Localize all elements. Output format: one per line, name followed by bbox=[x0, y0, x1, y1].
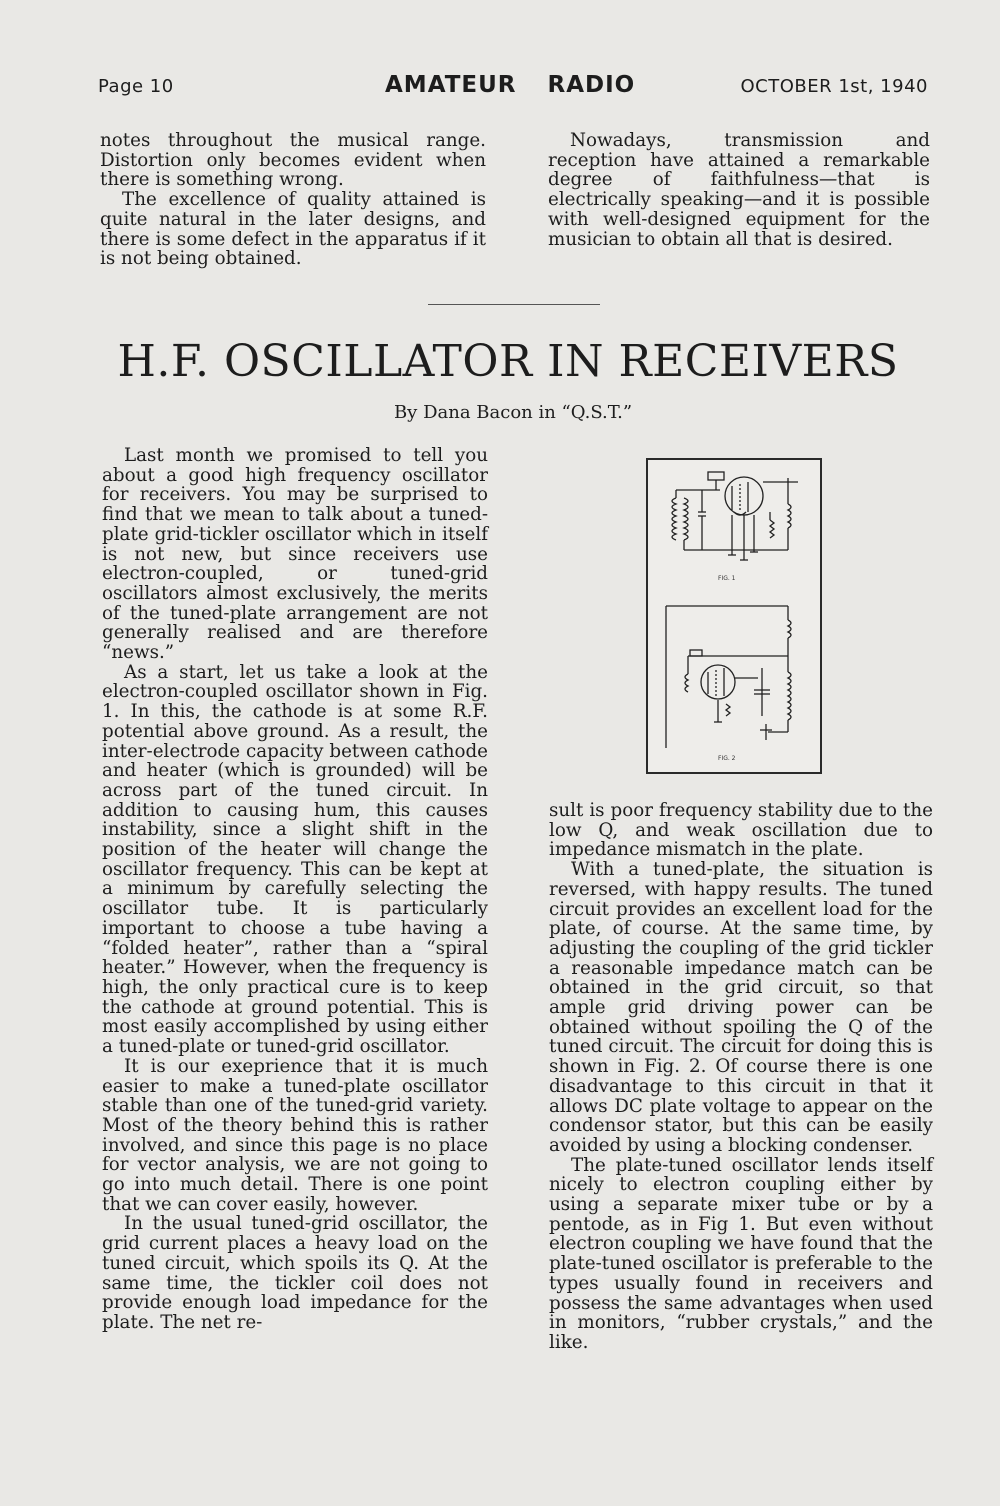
section-divider bbox=[428, 304, 600, 305]
previous-article-right-column bbox=[548, 131, 930, 249]
fig2-caption: FIG. 2 bbox=[718, 755, 736, 762]
paragraph: Nowadays, transmission and reception have attained a remarkable degree of faithfulness—that is electrically speaking—and it is possible with well-designed equipment for the musician to obtain all that is desired. bbox=[548, 130, 930, 250]
paragraph: sult is poor frequency stability due to the low Q, and weak oscillation due to impedance mismatch in the plate. bbox=[549, 800, 933, 861]
fig2-schematic bbox=[666, 606, 791, 748]
article-left-column bbox=[102, 446, 488, 1333]
fig1-caption: FIG. 1 bbox=[718, 575, 736, 582]
circuit-diagram-figure bbox=[646, 458, 822, 774]
previous-article-left-column bbox=[100, 131, 486, 269]
paragraph: notes throughout the musical range. Distortion only becomes evident when there is something wrong. bbox=[100, 130, 486, 191]
issue-date: OCTOBER 1st, 1940 bbox=[740, 76, 928, 97]
page-number: Page 10 bbox=[98, 76, 174, 97]
paragraph: As a start, let us take a look at the electron-coupled oscillator shown in Fig. 1. In this, the cathode is at some R.F. potential above ground. As a result, the inter-electrode capacity between cathode and heater (which is grounded) will be across part of the tuned circuit. In addition to causing hum, this causes instability, since a slight shift in the position of the heater will change the oscillator frequency. This can be kept at a minimum by carefully selecting the oscillator tube. It is particularly important to choose a tube having a “folded heater”, rather than a “spiral heater.” However, when the frequency is high, the only practical cure is to keep the cathode at ground potential. This is most easily accomplished by using either a tuned-plate or tuned-grid oscillator. bbox=[102, 661, 488, 1058]
paragraph: The plate-tuned oscillator lends itself nicely to electron coupling either by using a separate mixer tube or by a pentode, as in Fig 1. But even without electron coupling we have found that the plate-tuned oscillator is preferable to the types usually found in receivers and possess the same advantages when used in monitors, “rubber crystals,” and the like. bbox=[549, 1154, 933, 1353]
fig1-schematic bbox=[672, 472, 798, 560]
circuit-schematics bbox=[648, 460, 820, 772]
article-byline: By Dana Bacon in “Q.S.T.” bbox=[393, 402, 633, 423]
paragraph: In the usual tuned-grid oscillator, the grid current places a heavy load on the tuned circuit, which spoils its Q. At the same time, the tickler coil does not provide enough load impedance for the plate. The net re- bbox=[102, 1213, 488, 1333]
paragraph: Last month we promised to tell you about a good high frequency oscillator for receivers. You may be surprised to find that we mean to talk about a tuned-plate grid-tickler oscillator which in itself is not new, but since receivers use electron-coupled, or tuned-grid oscillators almost exclusively, the merits of the tuned-plate arrangement are not generally realised and are therefore “news.” bbox=[102, 445, 488, 664]
running-header bbox=[98, 72, 928, 102]
paragraph: With a tuned-plate, the situation is reversed, with happy results. The tuned circuit provides an excellent load for the plate, of course. At the same time, by adjusting the coupling of the grid tickler a reasonable impedance match can be obtained in the grid circuit, so that ample grid driving power can be obtained without spoiling the Q of the tuned circuit. The circuit for doing this is shown in Fig. 2. Of course there is one disadvantage to this circuit in that it allows DC plate voltage to appear on the condensor stator, but this can be easily avoided by using a blocking condenser. bbox=[549, 859, 933, 1156]
article-title: H.F. OSCILLATOR IN RECEIVERS bbox=[117, 336, 899, 387]
magazine-title: AMATEUR RADIO bbox=[385, 72, 636, 98]
article-right-column bbox=[549, 801, 933, 1353]
paragraph: It is our exeprience that it is much easier to make a tuned-plate oscillator stable than one of the tuned-grid variety. Most of the theory behind this is rather involved, and since this page is no place for vector analysis, we are not going to go into much detail. There is one point that we can cover easily, however. bbox=[102, 1055, 488, 1215]
paragraph: The excellence of quality attained is quite natural in the later designs, and there is some defect in the apparatus if it is not being obtained. bbox=[100, 189, 486, 270]
